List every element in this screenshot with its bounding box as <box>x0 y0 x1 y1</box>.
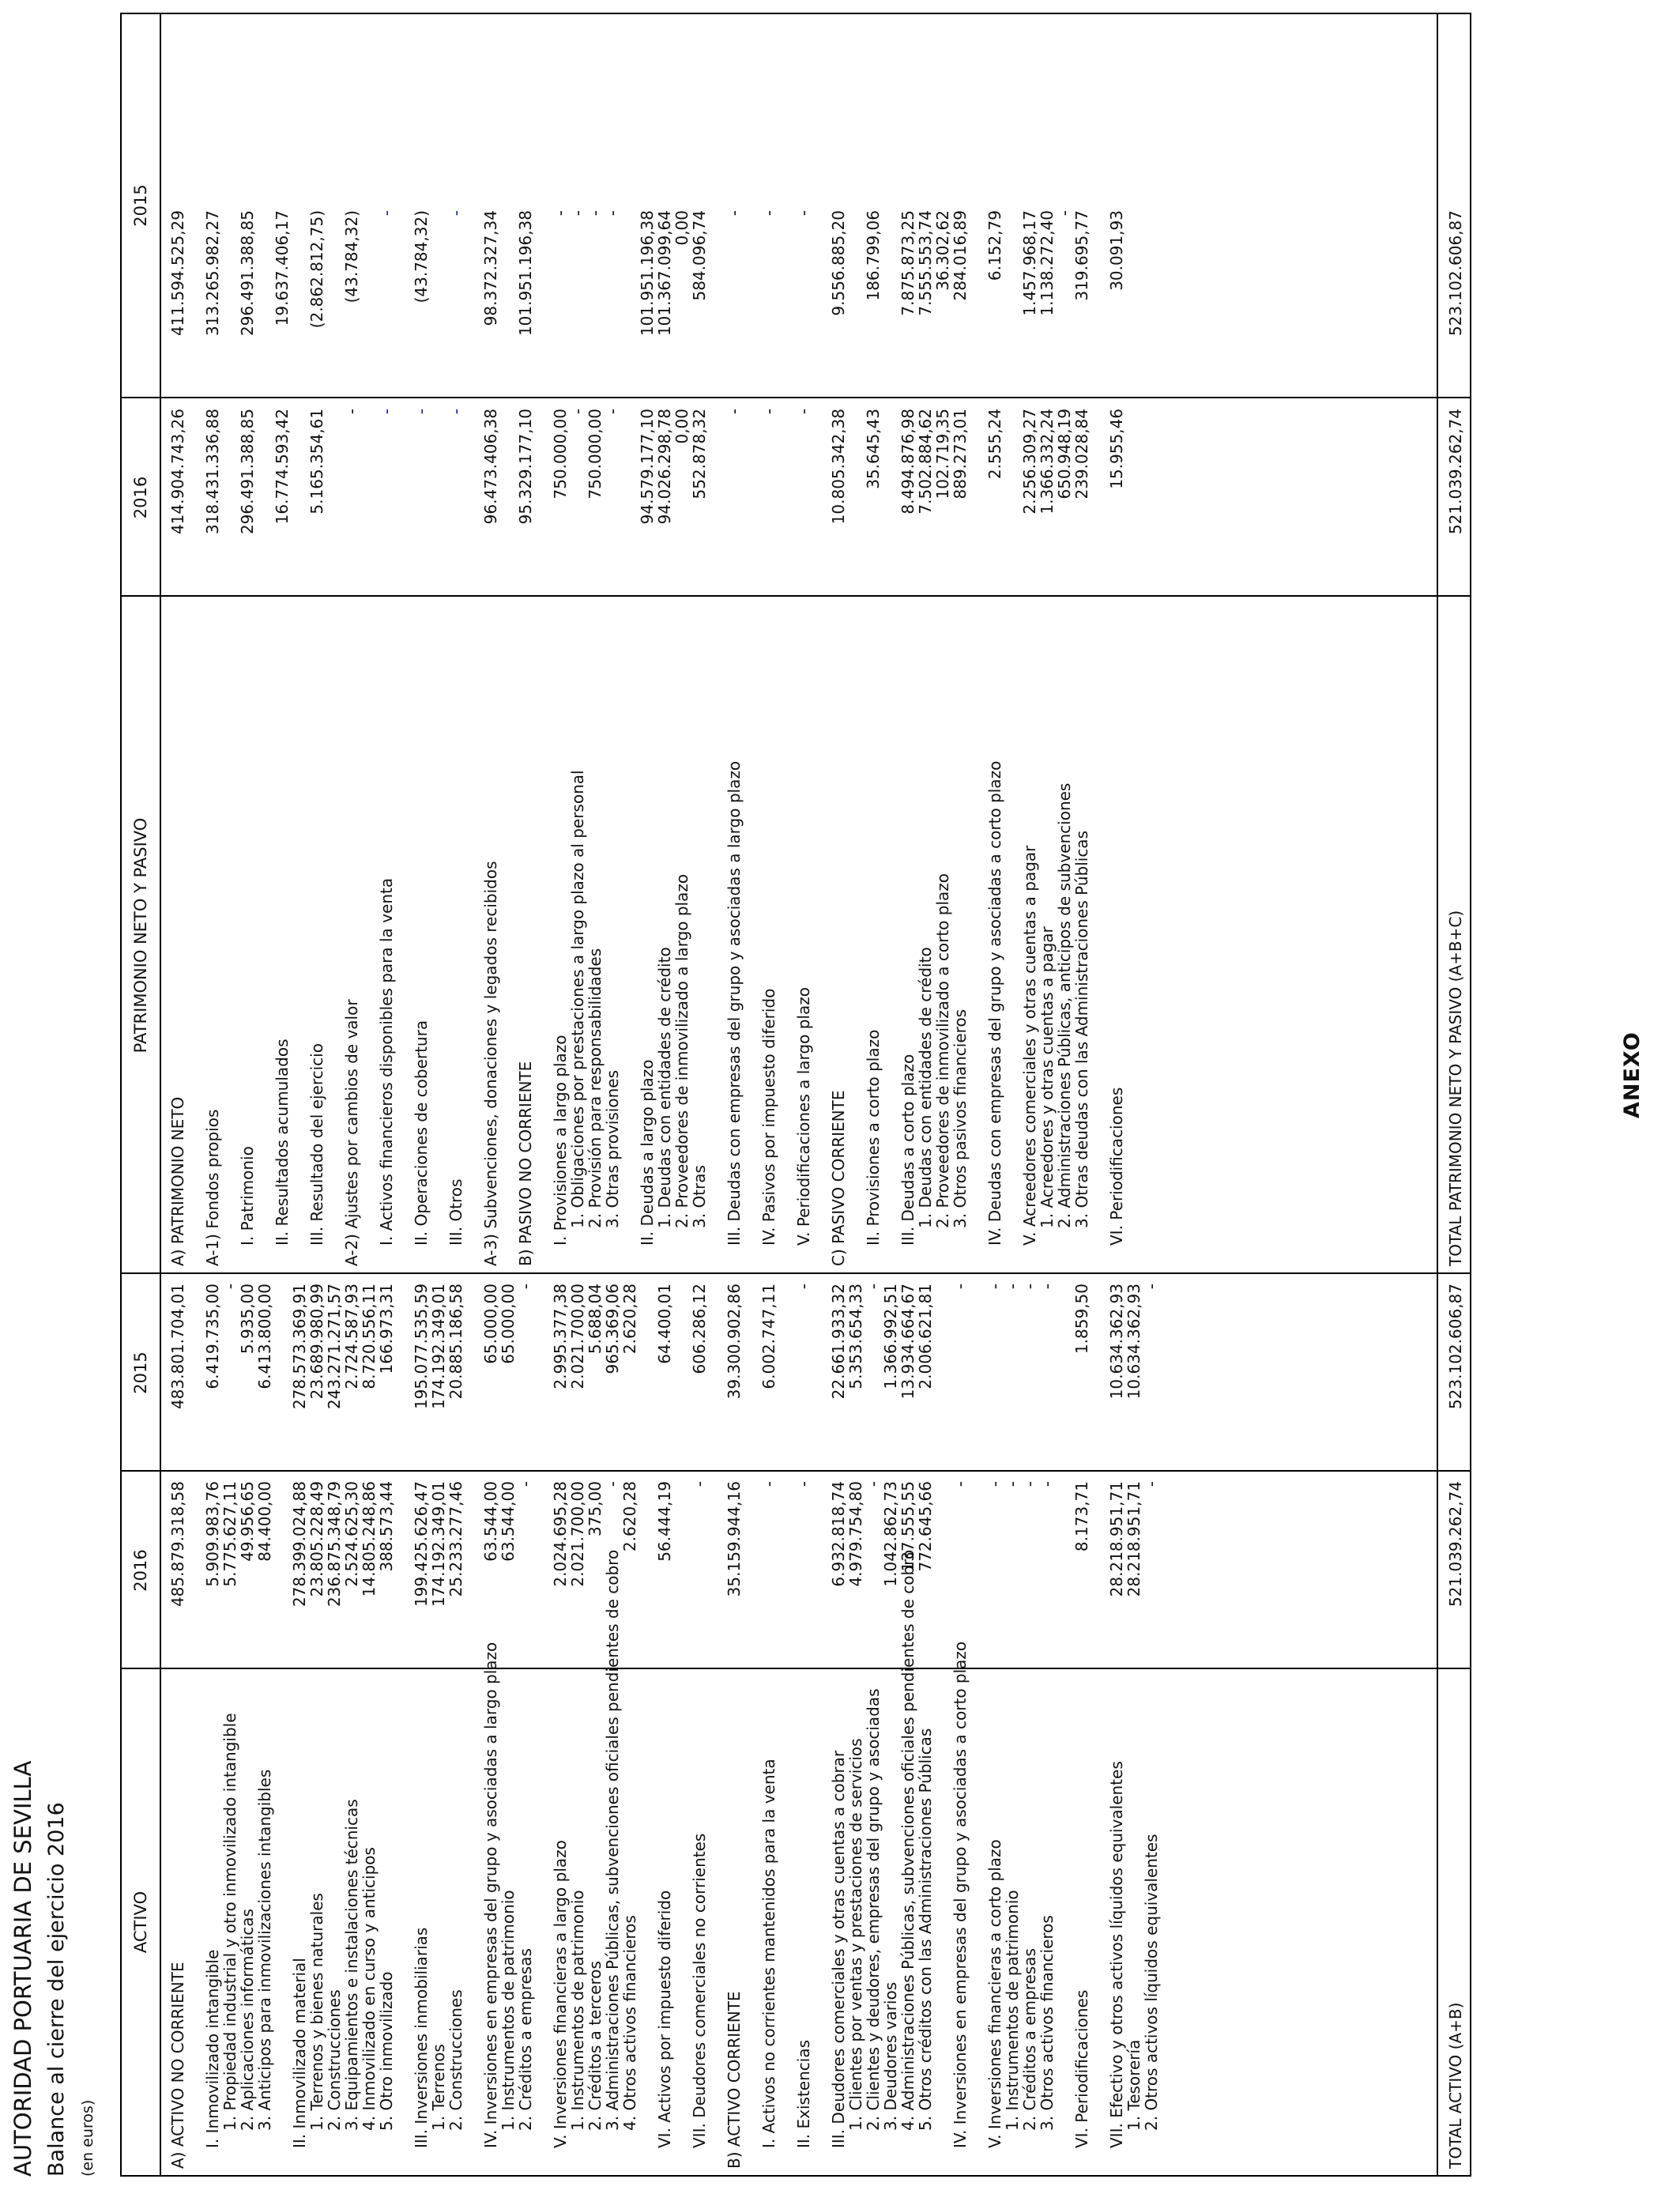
value-2016: - <box>603 1481 622 1487</box>
row-label: 1. Clientes por ventas y prestaciones de servicios <box>846 1738 865 2131</box>
value-2016: 2.021.700,00 <box>568 1481 587 1587</box>
col-header-2015: 2015 <box>131 1351 150 1394</box>
value-2015: - <box>516 1284 535 1290</box>
value-2015: 22.661.933,32 <box>829 1284 848 1400</box>
value-2016: 239.028,84 <box>1072 409 1091 499</box>
value-2015: - <box>377 210 396 217</box>
value-2015: - <box>446 210 465 217</box>
value-2016: 375,00 <box>586 1481 605 1536</box>
row-label: III. Resultado del ejercicio <box>307 1043 326 1246</box>
row-label: IV. Inversiones en empresas del grupo y asociadas a corto plazo <box>951 1641 970 2148</box>
row-label: 3. Administraciones Públicas, subvenciones oficiales pendientes de cobro <box>603 1549 622 2131</box>
value-2016: - <box>794 1481 813 1487</box>
value-2016: - <box>342 409 361 415</box>
value-2016: 485.879.318,58 <box>168 1481 187 1608</box>
value-2016: - <box>690 1481 709 1487</box>
value-2015: 284.016,89 <box>951 210 970 301</box>
header-divider <box>160 14 161 2175</box>
value-2015: 10.634.362,93 <box>1124 1284 1143 1400</box>
value-2016: 63.544,00 <box>499 1481 518 1562</box>
value-2015: 7.875.873,25 <box>898 210 917 316</box>
row-label: 2. Créditos a empresas <box>1020 1948 1039 2131</box>
row-label: 3. Deudores varios <box>881 1981 900 2131</box>
value-2015: - <box>603 210 622 217</box>
value-2015: 2.995.377,38 <box>551 1284 570 1389</box>
value-2015: 65.000,00 <box>481 1284 500 1364</box>
value-2015: 64.400,01 <box>655 1284 674 1364</box>
value-2015: 101.951.196,38 <box>638 210 657 337</box>
row-label: A) ACTIVO NO CORRIENTE <box>168 1962 187 2169</box>
row-label: 1. Acreedores y otras cuentas a pagar <box>1038 926 1057 1228</box>
value-2015: - <box>1020 1284 1039 1290</box>
row-label: 4. Inmovilizado en curso y anticipos <box>360 1847 379 2131</box>
value-2015: 23.689.980,99 <box>307 1284 326 1400</box>
row-label: A-2) Ajustes por cambios de valor <box>342 999 361 1266</box>
value-2015: (2.862.812,75) <box>307 210 326 329</box>
value-2016: 15.955,46 <box>1107 409 1126 489</box>
value-2015: 411.594.525,29 <box>168 210 187 337</box>
row-label: I. Activos financieros disponibles para la venta <box>377 877 396 1246</box>
value-2016: 236.875.348,79 <box>325 1481 344 1608</box>
value-2015: 2.620,28 <box>620 1284 639 1355</box>
value-2016: 8.173,71 <box>1072 1481 1091 1552</box>
value-2016: 0,00 <box>672 409 691 444</box>
value-2015: 2.724.587,93 <box>342 1284 361 1389</box>
row-label: 2. Proveedores de inmovilizado a largo plazo <box>672 873 691 1228</box>
row-label: 1. Instrumentos de patrimonio <box>499 1890 518 2131</box>
value-2015: - <box>1003 1284 1022 1290</box>
value-2016: 84.400,00 <box>255 1481 274 1562</box>
value-2015: 166.973,31 <box>377 1284 396 1374</box>
value-2015: 6.002.747,11 <box>759 1284 778 1389</box>
value-2016: - <box>516 1481 535 1487</box>
value-2015: 10.634.362,93 <box>1107 1284 1126 1400</box>
row-label: 2. Administraciones Públicas, anticipos de subvenciones <box>1055 782 1074 1228</box>
value-2015: 195.077.535,59 <box>412 1284 431 1410</box>
row-label: 3. Otros activos financieros <box>1038 1915 1057 2131</box>
total-pasivo-label: TOTAL PATRIMONIO NETO Y PASIVO (A+B+C) <box>1446 910 1465 1266</box>
total-activo-2015: 523.102.606,87 <box>1446 1284 1465 1410</box>
row-label: I. Provisiones a largo plazo <box>551 1035 570 1246</box>
value-2015: 174.192.349,01 <box>429 1284 448 1410</box>
value-2016: 889.273,01 <box>951 409 970 499</box>
value-2016: 650.948,19 <box>1055 409 1074 499</box>
value-2015: (43.784,32) <box>342 210 361 303</box>
value-2016: - <box>568 409 587 415</box>
row-label: III. Deudores comerciales y otras cuentas a cobrar <box>829 1750 848 2148</box>
value-2016: 14.805.248,86 <box>360 1481 379 1597</box>
value-2016: 1.366.332,24 <box>1038 409 1057 515</box>
value-2015: - <box>794 1284 813 1290</box>
row-label: II. Deudas a largo plazo <box>638 1059 657 1246</box>
value-2016: - <box>446 409 465 415</box>
value-2015: - <box>759 210 778 217</box>
value-2015: 278.573.369,91 <box>290 1284 309 1410</box>
value-2016: 35.159.944,16 <box>725 1481 744 1597</box>
total-activo-2016: 521.039.262,74 <box>1446 1481 1465 1608</box>
value-2016: - <box>1020 1481 1039 1487</box>
value-2016: 318.431.336,88 <box>203 409 222 535</box>
row-label: III. Inversiones inmobiliarias <box>412 1927 431 2148</box>
value-2016: 2.256.309,27 <box>1020 409 1039 515</box>
row-label: 2. Aplicaciones informáticas <box>238 1909 257 2131</box>
total-pasivo-2015: 523.102.606,87 <box>1446 210 1465 337</box>
value-2015: 6.152,79 <box>985 210 1004 281</box>
value-2015: 7.555.553,74 <box>916 210 935 316</box>
value-2015: 483.801.704,01 <box>168 1284 187 1410</box>
row-label: 1. Terrenos y bienes naturales <box>307 1893 326 2131</box>
col-header-pasivo: PATRIMONIO NETO Y PASIVO <box>131 817 150 1054</box>
total-activo-label: TOTAL ACTIVO (A+B) <box>1446 2002 1465 2169</box>
value-2016: 94.026.298,78 <box>655 409 674 525</box>
value-2016: 56.444,19 <box>655 1481 674 1562</box>
value-2015: 6.419.735,00 <box>203 1284 222 1389</box>
value-2015: 30.091,93 <box>1107 210 1126 291</box>
value-2015: 243.271.271,57 <box>325 1284 344 1410</box>
value-2016: 388.573,44 <box>377 1481 396 1572</box>
value-2016: 2.024.695,28 <box>551 1481 570 1587</box>
units-note: (en euros) <box>79 2099 96 2177</box>
value-2015: 36.302,62 <box>933 210 952 291</box>
row-label: VII. Efectivo y otros activos líquidos equivalentes <box>1107 1761 1126 2148</box>
row-label: II. Provisiones a corto plazo <box>864 1029 883 1246</box>
row-label: VI. Periodificaciones <box>1072 1989 1091 2148</box>
value-2015: 0,00 <box>672 210 691 246</box>
row-label: 3. Otras <box>690 1165 709 1228</box>
value-2015: 313.265.982,27 <box>203 210 222 337</box>
row-label: V. Periodificaciones a largo plazo <box>794 987 813 1246</box>
row-label: 1. Tesorería <box>1124 2039 1143 2131</box>
row-label: 2. Construcciones <box>446 1989 465 2131</box>
value-2016: 2.524.625,30 <box>342 1481 361 1587</box>
row-label: 2. Proveedores de inmovilizado a corto plazo <box>933 873 952 1228</box>
value-2016: 102.719,35 <box>933 409 952 499</box>
value-2016: 137.555,55 <box>898 1481 917 1572</box>
value-2016: - <box>864 1481 883 1487</box>
value-2016: 63.544,00 <box>481 1481 500 1562</box>
value-2016: 4.979.754,80 <box>846 1481 865 1587</box>
value-2015: 2.006.621,81 <box>916 1284 935 1389</box>
row-label: 1. Deudas con entidades de crédito <box>655 947 674 1228</box>
row-label: VI. Activos por impuesto diferido <box>655 1890 674 2148</box>
row-label: 2. Créditos a terceros <box>586 1961 605 2131</box>
value-2016: - <box>412 409 431 415</box>
value-2015: 8.720.556,11 <box>360 1284 379 1389</box>
row-label: III. Otros <box>446 1178 465 1246</box>
value-2016: 6.932.818,74 <box>829 1481 848 1587</box>
value-2016: - <box>985 1481 1004 1487</box>
value-2016: 750.000,00 <box>586 409 605 499</box>
value-2016: 8.494.876,98 <box>898 409 917 515</box>
row-label: II. Inmovilizado material <box>290 1958 309 2148</box>
value-2016: - <box>759 409 778 415</box>
row-label: 1. Instrumentos de patrimonio <box>1003 1890 1022 2131</box>
anexo-heading: ANEXO <box>1620 1031 1644 1118</box>
value-2016: 750.000,00 <box>551 409 570 499</box>
value-2016: 174.192.349,01 <box>429 1481 448 1608</box>
row-label: 1. Instrumentos de patrimonio <box>568 1890 587 2131</box>
value-2016: 49.956,65 <box>238 1481 257 1562</box>
col-header-2015-b: 2015 <box>131 184 150 227</box>
value-2016: 95.329.177,10 <box>516 409 535 525</box>
value-2016: - <box>377 409 396 415</box>
row-label: B) ACTIVO CORRIENTE <box>725 1991 744 2169</box>
value-2016: 5.909.983,76 <box>203 1481 222 1587</box>
value-2015: 5.935,00 <box>238 1284 257 1355</box>
row-label: 2. Construcciones <box>325 1989 344 2131</box>
value-2016: - <box>794 409 813 415</box>
col-header-2016: 2016 <box>131 1549 150 1592</box>
value-2015: 186.799,06 <box>864 210 883 301</box>
row-label: 1. Deudas con entidades de crédito <box>916 947 935 1228</box>
row-label: 4. Administraciones Públicas, subvenciones oficiales pendientes de cobro <box>898 1549 917 2131</box>
row-label: VI. Periodificaciones <box>1107 1087 1126 1246</box>
value-2015: - <box>220 1284 239 1290</box>
value-2015: 13.934.664,67 <box>898 1284 917 1400</box>
value-2016: - <box>1038 1481 1057 1487</box>
value-2015: 19.637.406,17 <box>273 210 292 326</box>
row-label: 4. Otros activos financieros <box>620 1915 639 2131</box>
row-label: V. Inversiones financieras a corto plazo <box>985 1839 1004 2148</box>
row-label: A-3) Subvenciones, donaciones y legados recibidos <box>481 861 500 1266</box>
value-2015: 9.556.885,20 <box>829 210 848 316</box>
value-2015: 606.286,12 <box>690 1284 709 1374</box>
value-2016: 2.555,24 <box>985 409 1004 480</box>
row-label: B) PASIVO NO CORRIENTE <box>516 1061 535 1266</box>
row-label: C) PASIVO CORRIENTE <box>829 1090 848 1266</box>
row-label: II. Resultados acumulados <box>273 1039 292 1246</box>
col-header-activo: ACTIVO <box>131 1891 150 1954</box>
value-2015: - <box>586 210 605 217</box>
value-2015: 319.695,77 <box>1072 210 1091 301</box>
row-label: VII. Deudores comerciales no corrientes <box>690 1833 709 2148</box>
row-label: I. Inmovilizado intangible <box>203 1949 222 2148</box>
value-2015: - <box>568 210 587 217</box>
row-label: A) PATRIMONIO NETO <box>168 1096 187 1266</box>
row-label: 1. Obligaciones por prestaciones a largo plazo al personal <box>568 770 587 1228</box>
value-2016: - <box>1142 1481 1161 1487</box>
value-2015: - <box>1038 1284 1057 1290</box>
value-2015: 5.688,04 <box>586 1284 605 1355</box>
value-2016: - <box>1003 1481 1022 1487</box>
row-label: II. Existencias <box>794 2039 813 2148</box>
row-label: II. Operaciones de cobertura <box>412 1020 431 1246</box>
row-label: 5. Otros créditos con las Administraciones Públicas <box>916 1728 935 2131</box>
column-divider <box>122 1272 1470 1274</box>
value-2016: 23.805.228,49 <box>307 1481 326 1597</box>
row-label: III. Deudas a corto plazo <box>898 1054 917 1246</box>
value-2016: 96.473.406,38 <box>481 409 500 525</box>
value-2015: 2.021.700,00 <box>568 1284 587 1389</box>
row-label: 3. Otras provisiones <box>603 1070 622 1228</box>
value-2015: 1.859,50 <box>1072 1284 1091 1355</box>
row-label: 5. Otro inmovilizado <box>377 1971 396 2131</box>
balance-table <box>120 13 1471 2177</box>
value-2016: - <box>725 409 744 415</box>
row-label: 3. Otras deudas con las Administraciones Públicas <box>1072 831 1091 1228</box>
row-label: 3. Equipamientos e instalaciones técnicas <box>342 1799 361 2131</box>
row-label: 2. Créditos a empresas <box>516 1948 535 2131</box>
value-2015: 1.457.968,17 <box>1020 210 1039 316</box>
value-2016: 7.502.884,62 <box>916 409 935 515</box>
row-label: 2. Provisión para responsabilidades <box>586 948 605 1228</box>
row-label: 3. Anticipos para inmovilizaciones intangibles <box>255 1769 274 2131</box>
value-2015: - <box>551 210 570 217</box>
row-label: IV. Inversiones en empresas del grupo y asociadas a largo plazo <box>481 1642 500 2148</box>
row-label: 2. Otros activos líquidos equivalentes <box>1142 1834 1161 2131</box>
value-2016: 10.805.342,38 <box>829 409 848 525</box>
value-2015: - <box>794 210 813 217</box>
value-2016: 1.042.862,73 <box>881 1481 900 1587</box>
value-2015: 39.300.902,86 <box>725 1284 744 1400</box>
row-label: IV. Deudas con empresas del grupo y asociadas a corto plazo <box>985 760 1004 1246</box>
value-2016: 25.233.277,46 <box>446 1481 465 1597</box>
row-label: 1. Terrenos <box>429 2044 448 2131</box>
row-label: 2. Clientes y deudores, empresas del grupo y asociadas <box>864 1688 883 2131</box>
value-2015: 101.951.196,38 <box>516 210 535 337</box>
row-label: IV. Pasivos por impuesto diferido <box>759 988 778 1246</box>
value-2016: 278.399.024,88 <box>290 1481 309 1608</box>
value-2015: 5.353.654,33 <box>846 1284 865 1389</box>
value-2016: 5.775.627,11 <box>220 1481 239 1587</box>
value-2016: - <box>951 1481 970 1487</box>
total-pasivo-2016: 521.039.262,74 <box>1446 409 1465 535</box>
value-2015: 98.372.327,34 <box>481 210 500 326</box>
value-2016: - <box>603 409 622 415</box>
value-2016: 772.645,66 <box>916 1481 935 1572</box>
value-2016: 2.620,28 <box>620 1481 639 1552</box>
value-2016: 296.491.388,85 <box>238 409 257 535</box>
value-2016: 94.579.177,10 <box>638 409 657 525</box>
page-subtitle: Balance al cierre del ejercicio 2016 <box>44 1802 69 2177</box>
row-label: V. Acreedores comerciales y otras cuentas a pagar <box>1020 845 1039 1246</box>
value-2015: 6.413.800,00 <box>255 1284 274 1389</box>
value-2016: 16.774.593,42 <box>273 409 292 525</box>
value-2015: - <box>985 1284 1004 1290</box>
value-2016: 28.218.951,71 <box>1124 1481 1143 1597</box>
value-2016: 414.904.743,26 <box>168 409 187 535</box>
value-2015: 65.000,00 <box>499 1284 518 1364</box>
value-2015: - <box>864 1284 883 1290</box>
value-2016: 5.165.354,61 <box>307 409 326 515</box>
totals-divider <box>1437 14 1438 2175</box>
row-label: 1. Propiedad industrial y otro inmovilizado intangible <box>220 1713 239 2131</box>
value-2016: 28.218.951,71 <box>1107 1481 1126 1597</box>
value-2015: 101.367.099,64 <box>655 210 674 337</box>
value-2015: 296.491.388,85 <box>238 210 257 337</box>
value-2016: 552.878,32 <box>690 409 709 499</box>
value-2015: 1.138.272,40 <box>1038 210 1057 316</box>
value-2015: (43.784,32) <box>412 210 431 303</box>
value-2015: 584.096,74 <box>690 210 709 301</box>
value-2016: - <box>759 1481 778 1487</box>
value-2015: 965.369,06 <box>603 1284 622 1374</box>
row-label: I. Patrimonio <box>238 1146 257 1246</box>
value-2015: - <box>951 1284 970 1290</box>
row-label: V. Inversiones financieras a largo plazo <box>551 1840 570 2148</box>
value-2015: - <box>725 210 744 217</box>
value-2016: 35.645,43 <box>864 409 883 489</box>
value-2015: 1.366.992,51 <box>881 1284 900 1389</box>
row-label: III. Deudas con empresas del grupo y asociadas a largo plazo <box>725 760 744 1246</box>
value-2015: 20.885.186,58 <box>446 1284 465 1400</box>
value-2016: 199.425.626,47 <box>412 1481 431 1608</box>
row-label: A-1) Fondos propios <box>203 1109 222 1266</box>
col-header-2016-b: 2016 <box>131 476 150 519</box>
row-label: I. Activos no corrientes mantenidos para la venta <box>759 1759 778 2148</box>
value-2015: - <box>1055 210 1074 217</box>
row-label: 3. Otros pasivos financieros <box>951 1008 970 1228</box>
org-title: AUTORIDAD PORTUARIA DE SEVILLA <box>9 1760 36 2177</box>
value-2015: - <box>1142 1284 1161 1290</box>
